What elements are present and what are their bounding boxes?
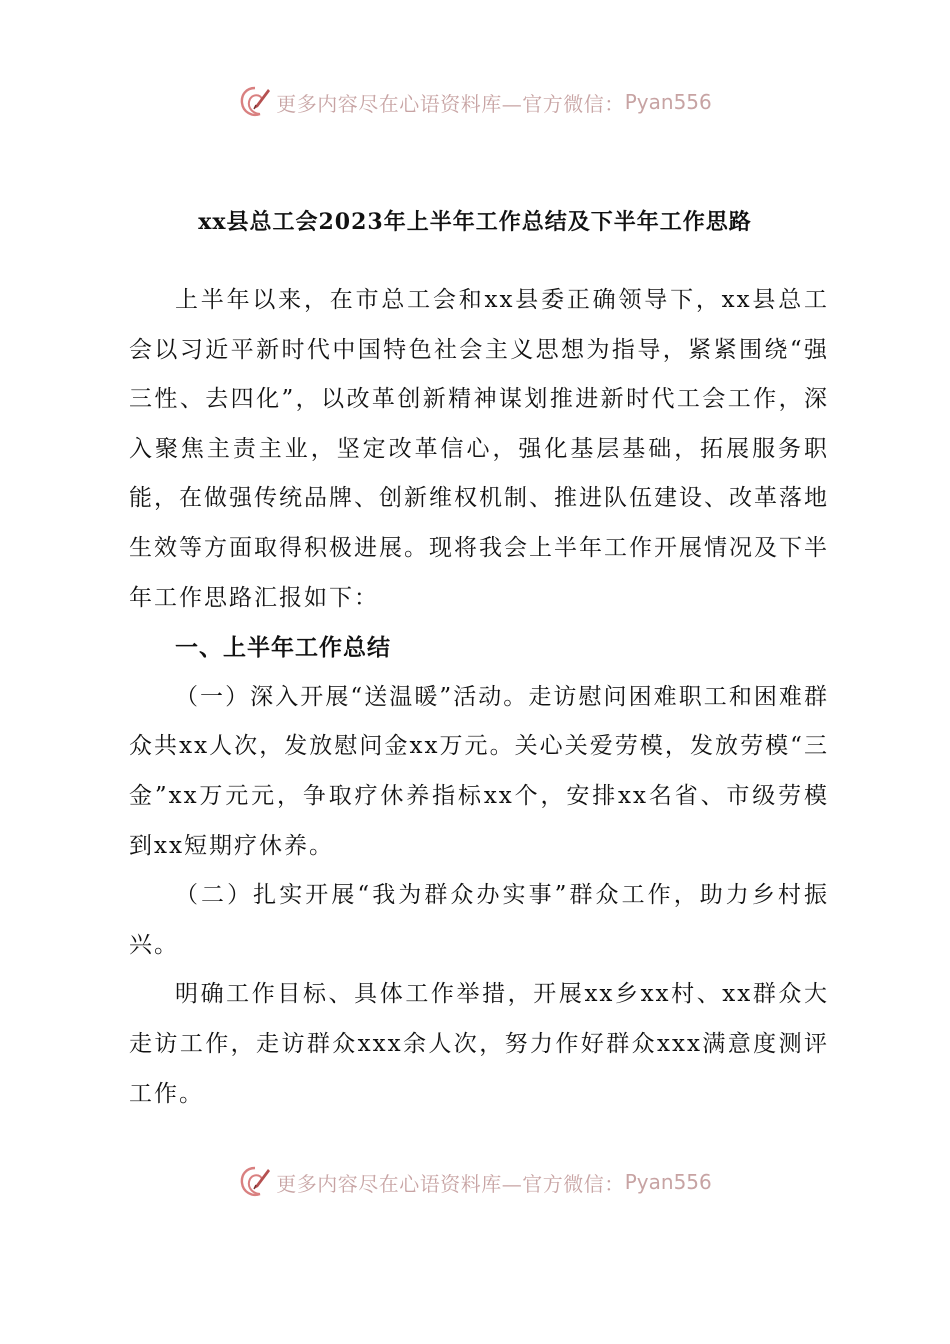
document-title: xx县总工会2023年上半年工作总结及下半年工作思路 bbox=[198, 209, 752, 235]
watermark-handle: Pyan556 bbox=[624, 90, 712, 114]
item-paragraph-1: （一）深入开展“送温暖”活动。走访慰问困难职工和困难群众共xx人次，发放慰问金xx万元。关心关爱劳模，发放劳模“三金”xx万元元，争取疗休养指标xx个，安排xx名省、市级劳模到xx短期疗休养。 bbox=[129, 683, 829, 859]
section-heading: 一、上半年工作总结 bbox=[175, 634, 391, 662]
intro-paragraph: 上半年以来，在市总工会和xx县委正确领导下，xx县总工会以习近平新时代中国特色社会主义思想为指导，紧紧围绕“强三性、去四化”，以改革创新精神谋划推进新时代工会工作，深入聚焦主责主业，坚定改革信心，强化基层基础，拓展服务职能，在做强传统品牌、创新维权机制、推进队伍建设、改革落地生效等方面取得积极进展。现将我会上半年工作开展情况及下半年工作思路汇报如下： bbox=[129, 287, 829, 611]
watermark-text: 更多内容尽在心语资料库—官方微信： bbox=[276, 91, 625, 116]
watermark-handle: Pyan556 bbox=[624, 1170, 712, 1194]
watermark-header bbox=[0, 82, 950, 122]
quill-swirl-icon bbox=[238, 85, 272, 119]
watermark-footer bbox=[0, 1162, 950, 1202]
quill-swirl-icon bbox=[238, 1165, 272, 1199]
document-body bbox=[129, 276, 829, 1119]
watermark-text: 更多内容尽在心语资料库—官方微信： bbox=[276, 1171, 625, 1196]
item-detail-paragraph: 明确工作目标、具体工作举措，开展xx乡xx村、xx群众大走访工作，走访群众xxx余人次，努力作好群众xxx满意度测评工作。 bbox=[129, 981, 829, 1107]
item-paragraph-2: （二）扎实开展“我为群众办实事”群众工作，助力乡村振兴。 bbox=[129, 882, 829, 958]
